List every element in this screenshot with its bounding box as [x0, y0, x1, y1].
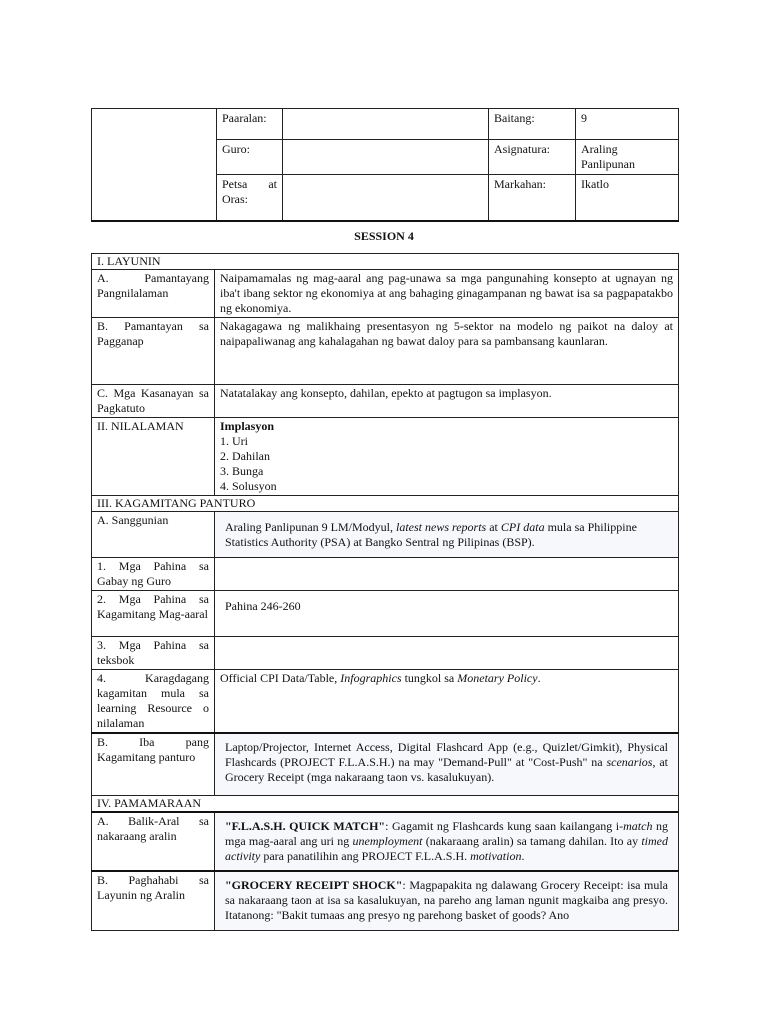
paaralan-label: Paaralan: — [217, 109, 283, 140]
karagdagang-kagamitan-text: Official CPI Data/Table, Infographics tungkol sa Monetary Policy. — [215, 670, 679, 734]
section-pamamaraan: IV. PAMAMARAAN — [92, 795, 679, 812]
markahan-value: Ikatlo — [576, 175, 679, 221]
balik-aral-label: A. Balik-Aral sa nakaraang aralin — [92, 812, 215, 871]
kasanayan-text: Natatalakay ang konsepto, dahilan, epekto at pagtugon sa implasyon. — [215, 385, 679, 418]
guro-value — [283, 140, 489, 175]
karagdagang-kagamitan-label: 4. Karagdagang kagamitan mula sa learning Resource o nilalaman — [92, 670, 215, 734]
teksbok-label: 3. Mga Pahina sa teksbok — [92, 637, 215, 670]
pamantayang-pangnilalaman-label: A. Pamantayang Pangnilalaman — [92, 270, 215, 318]
pamantayang-pangnilalaman-text: Naipamamalas ng mag-aaral ang pag-unawa sa mga pangunahing konsepto at ugnayan ng iba't ibang sektor ng ekonomiya at ang bahaging ginagampanan ng bawat isa sa pagpapatakbo ng ekonomiya. — [215, 270, 679, 318]
iba-pang-kagamitan-text: Laptop/Projector, Internet Access, Digital Flashcard App (e.g., Quizlet/Gimkit), Physical Flashcards (PROJECT F.L.A.S.H.) na may "Demand-Pull" at "Cost-Push" na scenarios, at Grocery Receipt (mga nakaraang taon vs. kasalukuyan). — [215, 733, 679, 795]
iba-pang-kagamitan-label: B. Iba pang Kagamitang panturo — [92, 733, 215, 795]
sanggunian-text: Araling Panlipunan 9 LM/Modyul, latest news reports at CPI data mula sa Philippine Statistics Authority (PSA) at Bangko Sentral ng Pilipinas (BSP). — [215, 512, 679, 558]
gabay-ng-guro-value — [215, 558, 679, 591]
section-layunin: I. LAYUNIN — [92, 254, 679, 270]
asignatura-label: Asignatura: — [489, 140, 576, 175]
baitang-value: 9 — [576, 109, 679, 140]
header-blank-cell — [92, 109, 217, 221]
nilalaman-item: 3. Bunga — [220, 464, 264, 478]
lesson-plan-table — [91, 253, 679, 931]
sanggunian-label: A. Sanggunian — [92, 512, 215, 558]
kagamitang-mag-aaral-value: Pahina 246-260 — [215, 591, 679, 637]
gabay-ng-guro-label: 1. Mga Pahina sa Gabay ng Guro — [92, 558, 215, 591]
session-title: SESSION 4 — [354, 229, 414, 243]
guro-label: Guro: — [217, 140, 283, 175]
header-info-table — [91, 108, 679, 222]
paghahabi-label: B. Paghahabi sa Layunin ng Aralin — [92, 871, 215, 931]
markahan-label: Markahan: — [489, 175, 576, 221]
asignatura-value: Araling Panlipunan — [576, 140, 679, 175]
nilalaman-content — [215, 418, 679, 496]
nilalaman-item: 2. Dahilan — [220, 449, 270, 463]
section-kagamitan: III. KAGAMITANG PANTURO — [92, 496, 679, 512]
paghahabi-text: "GROCERY RECEIPT SHOCK": Magpapakita ng dalawang Grocery Receipt: isa mula sa nakaraang taon at isa sa kasalukuyan, na pareho ang laman ngunit magkaiba ang presyo. Itatanong: "Bakit tumaas ang presyo ng parehong basket of goods? Ano — [215, 871, 679, 931]
kagamitang-mag-aaral-label: 2. Mga Pahina sa Kagamitang Mag-aaral — [92, 591, 215, 637]
teksbok-value — [215, 637, 679, 670]
petsa-value — [283, 175, 489, 221]
pamantayan-sa-pagganap-text: Nakagagawa ng malikhaing presentasyon ng 5-sektor na modelo ng paikot na daloy at naipapaliwanag ang kahalagahan ng bawat daloy para sa pambansang kaunlaran. — [215, 318, 679, 385]
petsa-label: Petsa at Oras: — [217, 175, 283, 221]
nilalaman-item: 1. Uri — [220, 434, 248, 448]
pamantayan-sa-pagganap-label: B. Pamantayan sa Pagganap — [92, 318, 215, 385]
baitang-label: Baitang: — [489, 109, 576, 140]
balik-aral-text: "F.L.A.S.H. QUICK MATCH": Gagamit ng Flashcards kung saan kailangang i-match ng mga mag-aaral ang uri ng unemployment (nakaraang aralin) sa tamang dahilan. Ito ay timed activity para panatilihin ang PROJECT F.L.A.S.H. motivation. — [215, 812, 679, 871]
section-nilalaman: II. NILALAMAN — [92, 418, 215, 496]
kasanayan-label: C. Mga Kasanayan sa Pagkatuto — [92, 385, 215, 418]
paaralan-value — [283, 109, 489, 140]
nilalaman-item: 4. Solusyon — [220, 479, 277, 493]
nilalaman-title: Implasyon — [220, 419, 275, 433]
